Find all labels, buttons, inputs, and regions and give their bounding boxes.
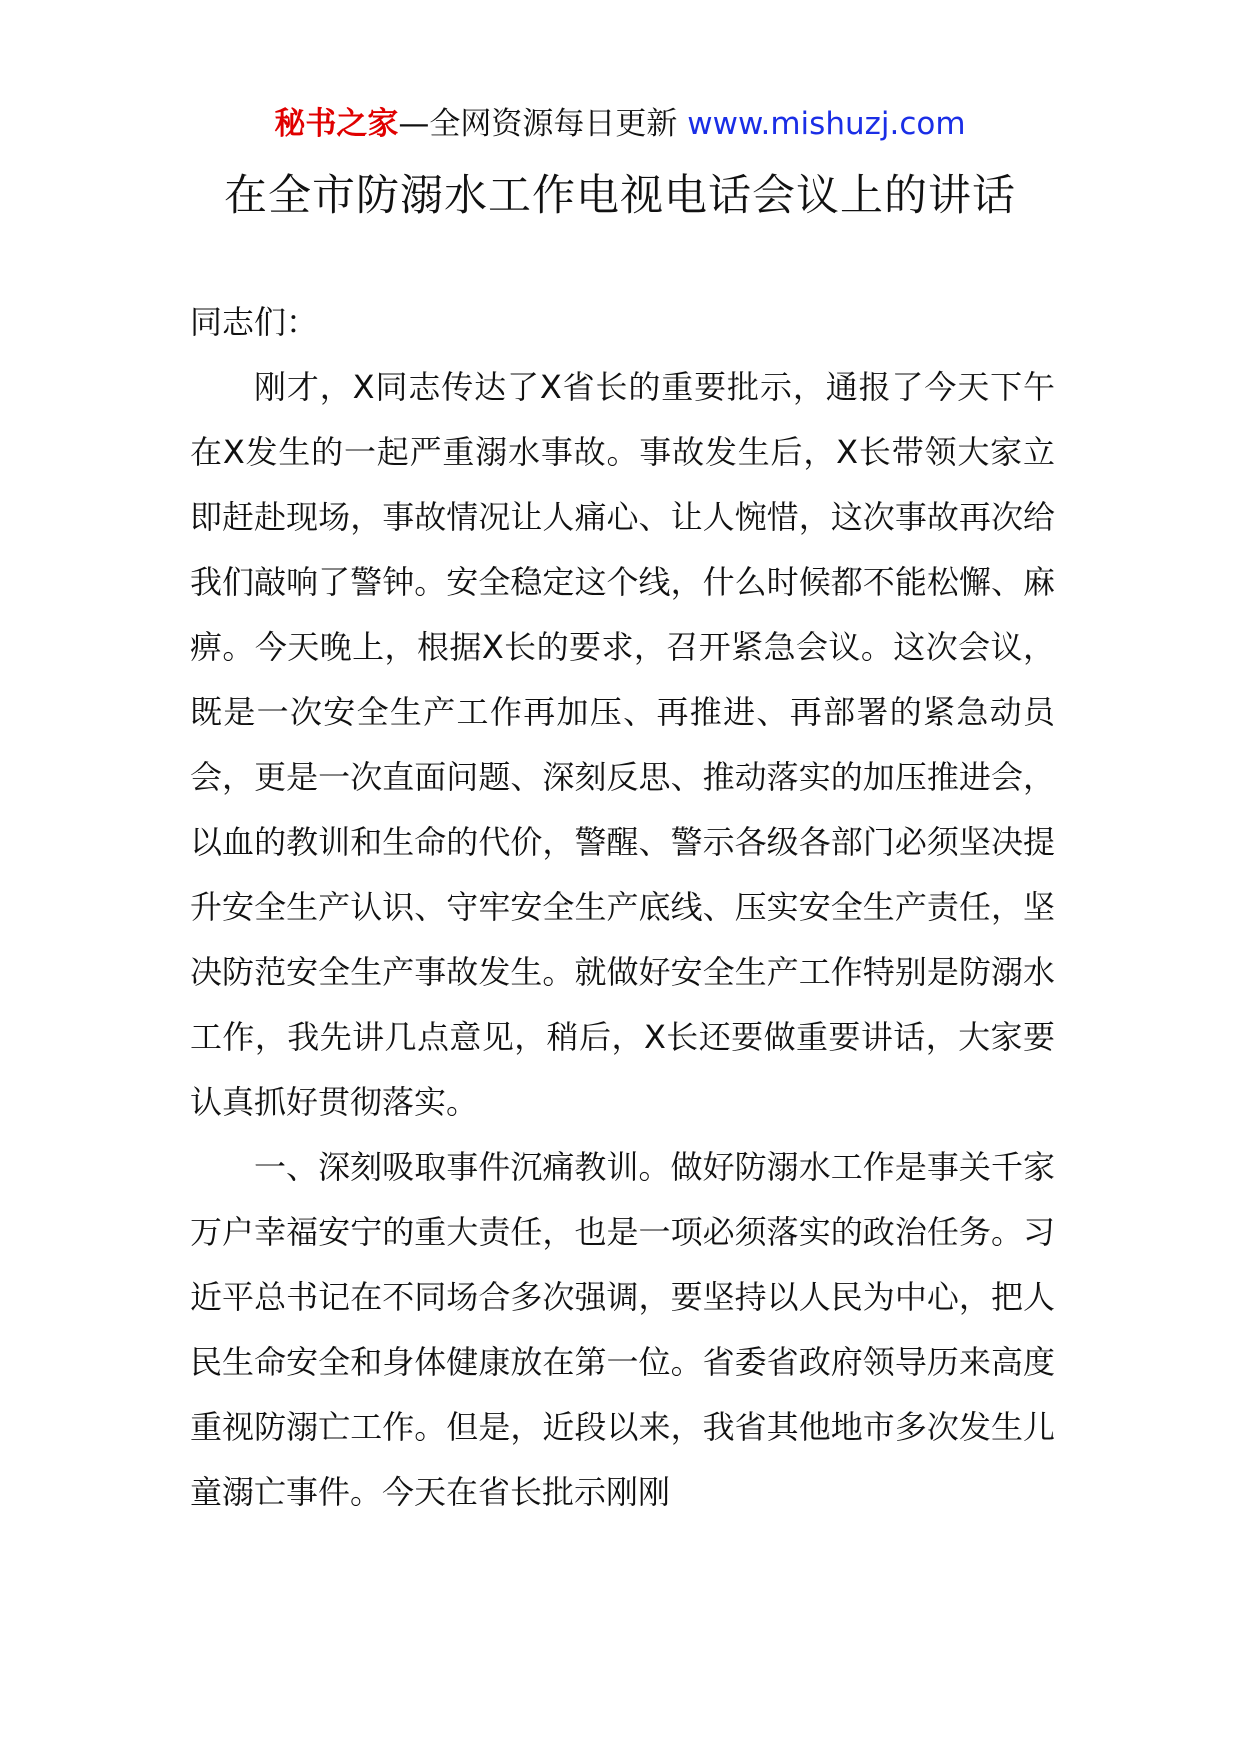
paragraph-section-one: 一、深刻吸取事件沉痛教训。做好防溺水工作是事关千家万户幸福安宁的重大责任，也是一项必须落实的政治任务。习近平总书记在不同场合多次强调，要坚持以人民为中心，把人民生命安全和身体健康放在第一位。省委省政府领导历来高度重视防溺亡工作。但是，近段以来，我省其他地市多次发生儿童溺亡事件。今天在省长批示刚刚 [190,1148,1055,1511]
site-url-link[interactable]: www.mishuzj.com [687,106,966,142]
paragraph-intro: 刚才，X同志传达了X省长的重要批示，通报了今天下午在X发生的一起严重溺水事故。事故发生后，X长带领大家立即赶赴现场，事故情况让人痛心、让人惋惜，这次事故再次给我们敲响了警钟。安全稳定这个线，什么时候都不能松懈、麻痹。今天晚上，根据X长的要求，召开紧急会议。这次会议，既是一次安全生产工作再加压、再推进、再部署的紧急动员会，更是一次直面问题、深刻反思、推动落实的加压推进会，以血的教训和生命的代价，警醒、警示各级各部门必须坚决提升安全生产认识、守牢安全生产底线、压实安全生产责任，坚决防范安全生产事故发生。就做好安全生产工作特别是防溺水工作，我先讲几点意见，稍后，X长还要做重要讲话，大家要认真抓好贯彻落实。 [190,368,1055,1121]
site-banner [0,100,1240,148]
document-title: 在全市防溺水工作电视电话会议上的讲话 [224,171,1016,221]
salutation: 同志们： [190,303,319,341]
banner-tagline: —全网资源每日更新 [398,106,688,142]
document-body [190,290,1055,1525]
brand-name: 秘书之家 [274,106,399,142]
